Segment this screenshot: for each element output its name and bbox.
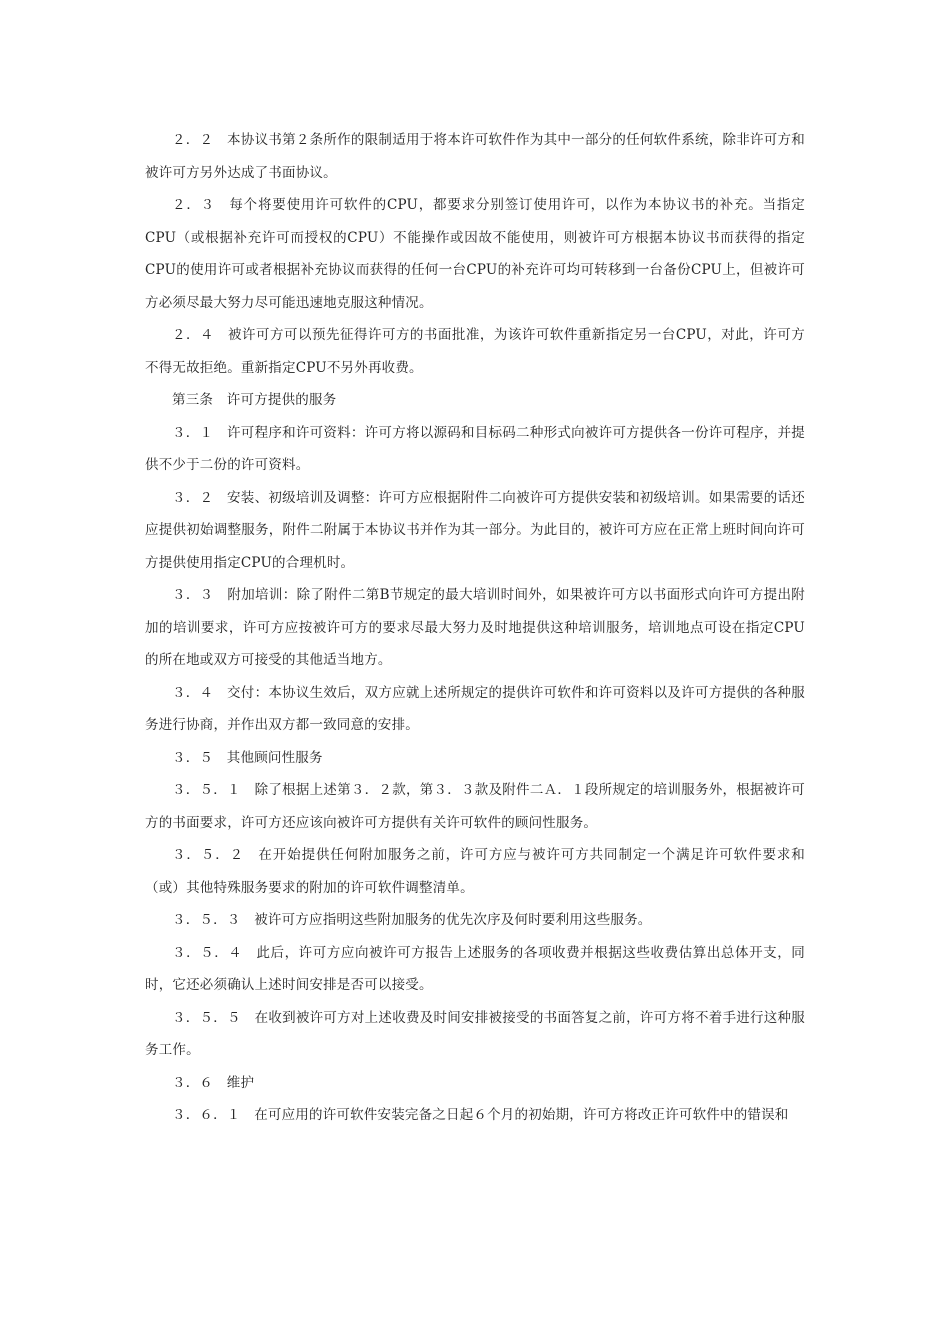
- clause-3-5-5: ３．５．５ 在收到被许可方对上述收费及时间安排被接受的书面答复之前，许可方将不着手进行这种服务工作。: [145, 1009, 805, 1058]
- article-3-heading: 第三条 许可方提供的服务: [172, 392, 337, 408]
- clause-3-2: ３．２ 安装、初级培训及调整：许可方应根据附件二向被许可方提供安装和初级培训。如果需要的话还应提供初始调整服务，附件二附属于本协议书并作为其一部分。为此目的，被许可方应在正常上班时间向许可方提供使用指定CPU的合理机时。: [145, 489, 805, 571]
- clause-3-4: ３．４ 交付：本协议生效后，双方应就上述所规定的提供许可软件和许可资料以及许可方提供的各种服务进行协商，并作出双方都一致同意的安排。: [145, 684, 805, 733]
- clause-3-5-2: ３．５．２ 在开始提供任何附加服务之前，许可方应与被许可方共同制定一个满足许可软件要求和（或）其他特殊服务要求的附加的许可软件调整清单。: [145, 847, 805, 896]
- clause-3-6-1: ３．６．１ 在可应用的许可软件安装完备之日起６个月的初始期，许可方将改正许可软件中的错误和: [172, 1107, 789, 1123]
- document-body: [145, 124, 805, 1132]
- clause-2-2: ２．２ 本协议书第２条所作的限制适用于将本许可软件作为其中一部分的任何软件系统，除非许可方和被许可方另外达成了书面协议。: [145, 132, 805, 181]
- clause-2-3: ２．３ 每个将要使用许可软件的CPU，都要求分别签订使用许可，以作为本协议书的补充。当指定CPU（或根据补充许可而授权的CPU）不能操作或因故不能使用，则被许可方根据本协议书而获得的指定CPU的使用许可或者根据补充协议而获得的任何一台CPU的补充许可均可转移到一台备份CPU上，但被许可方必须尽最大努力尽可能迅速地克服这种情况。: [145, 197, 805, 311]
- clause-3-5-1: ３．５．１ 除了根据上述第３．２款，第３．３款及附件二Ａ．１段所规定的培训服务外，根据被许可方的书面要求，许可方还应该向被许可方提供有关许可软件的顾问性服务。: [145, 782, 805, 831]
- clause-3-6-heading: ３．６ 维护: [172, 1074, 255, 1091]
- clause-3-1: ３．１ 许可程序和许可资料：许可方将以源码和目标码二种形式向被许可方提供各一份许可程序，并提供不少于二份的许可资料。: [145, 424, 805, 473]
- clause-3-5-heading: ３．５ 其他顾问性服务: [172, 749, 323, 766]
- clause-3-5-4: ３．５．４ 此后，许可方应向被许可方报告上述服务的各项收费并根据这些收费估算出总体开支，同时，它还必须确认上述时间安排是否可以接受。: [145, 944, 805, 993]
- clause-2-4: ２．４ 被许可方可以预先征得许可方的书面批准，为该许可软件重新指定另一台CPU，对此，许可方不得无故拒绝。重新指定CPU不另外再收费。: [145, 327, 805, 376]
- clause-3-3: ３．３ 附加培训：除了附件二第B节规定的最大培训时间外，如果被许可方以书面形式向许可方提出附加的培训要求，许可方应按被许可方的要求尽最大努力及时地提供这种培训服务，培训地点可设在指定CPU的所在地或双方可接受的其他适当地方。: [145, 587, 805, 668]
- clause-3-5-3: ３．５．３ 被许可方应指明这些附加服务的优先次序及何时要利用这些服务。: [172, 912, 652, 928]
